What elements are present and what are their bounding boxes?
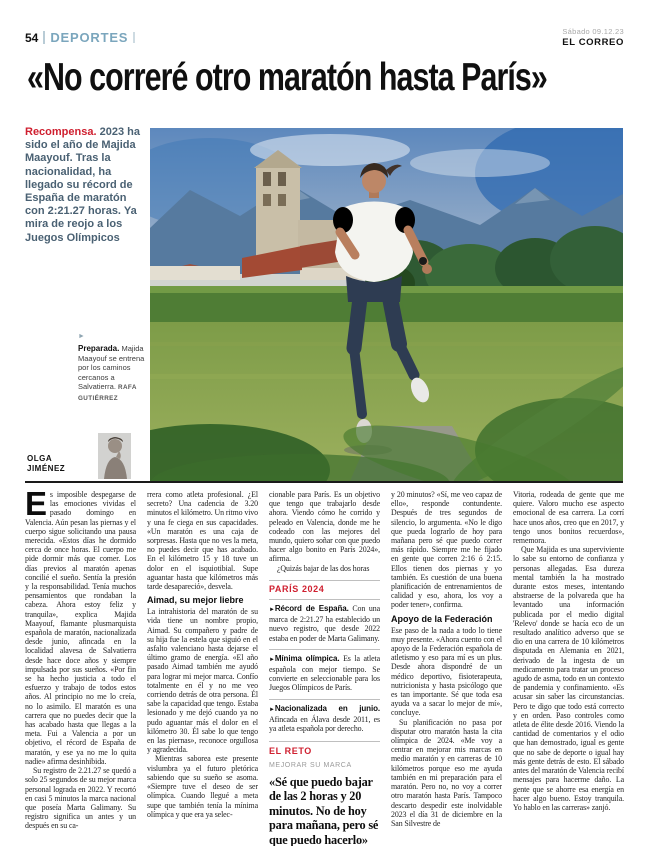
caption-text: Majida Maayouf se entrena por los caminos cercanos a Salvatierra.	[78, 344, 145, 392]
paragraph: Mientras saborea este presente vislumbra ya el futuro pletórica sabiendo que su sueño se asoma. «Siempre tuve el deseo de ser olímpica. Cuando llegué a meta supe que también tenía la mínima olímpica y que era ya selec-	[147, 754, 258, 819]
lead-kicker: Recompensa.	[25, 126, 97, 138]
factbox-item-head: Mínima olímpica.	[274, 653, 340, 663]
factbox-item	[269, 700, 380, 740]
pull-quote: «Sé que puedo bajar de las 2 horas y 20 minutos. No de hoy para mañana, pero sé que puedo hacerlo»	[269, 774, 379, 846]
bullet-arrow-icon: ►	[269, 607, 275, 614]
edition-date: Sábado 09.12.23	[562, 27, 624, 36]
drop-cap: E	[25, 490, 47, 522]
quote-box-kicker: MEJORAR SU MARCA	[269, 762, 352, 770]
factbox-item	[269, 650, 380, 699]
quote-box-title: EL RETO	[269, 746, 312, 757]
factbox-title: PARÍS 2024	[269, 583, 325, 594]
author-photo	[98, 433, 131, 479]
page-number: 54	[25, 30, 39, 45]
article-photo	[150, 128, 623, 481]
factbox-item-body: Es la atleta española con mejor tiempo. Se convierte en seleccionable para los Juegos Olímpicos de París.	[269, 653, 380, 693]
body-column-1	[25, 490, 136, 846]
article-lead	[25, 126, 144, 245]
paragraph: Ese paso de la nada a todo lo tiene muy presente. «Ahora cuento con el apoyo de la Federación española de atletismo y eso para mí es un plus. Desde ahora dispondré de un médico deportivo, fisioterapeuta, nutricionista y hasta psicólogo que es tan importante. Sé que toda esa ayuda va a sacar lo mejor de mí», concluye.	[391, 625, 502, 718]
paragraph: ¿Quizás bajar de las dos horas	[277, 563, 370, 573]
photo-credit: RAFA GUTIÉRREZ	[78, 384, 137, 402]
factbox-item-head: Récord de España.	[274, 604, 349, 614]
author-name: OLGA JIMÉNEZ	[27, 454, 66, 473]
factbox-item-head: Nacionalizada en junio.	[274, 703, 380, 713]
body-column-4	[391, 490, 502, 846]
photo-illustration	[150, 128, 623, 481]
caption-title: Preparada.	[78, 344, 120, 353]
lead-text: 2023 ha sido el año de Majida Maayouf. Tras la nacionalidad, ha llegado su récord de España de maratón con 2:21.27 horas. Ya mira de reojo a los Juegos Olímpicos	[25, 126, 140, 244]
paragraph: Vitoria, rodeada de gente que me quiere. Valoro mucho ese aspecto emocional de esa carrera. La corrí hace unos años, creo que en 2017, y tengo unos bonitos recuerdos», rememora.	[513, 490, 624, 546]
factbox-item-body: Con una marca de 2:21.27 ha establecido un nuevo registro, que desde 2022 estaba en poder de Marta Galimany.	[269, 604, 380, 643]
factbox-paris-2024	[269, 580, 380, 739]
quote-box-el-reto	[269, 741, 380, 846]
body-column-2	[147, 490, 258, 846]
paragraph: Su planificación no pasa por disputar otro maratón hasta la cita olímpica de 2024. «Me voy a centrar en mejorar mis marcas en medio maratón y en carreras de 10 kilómetros porque eso me ayuda también en mi preparación para el maratón. Pero no, no voy a correr otro maratón hasta París. Tampoco descarto despedir este inolvidable 2023 el día 31 de diciembre en la San Silvestre de	[391, 717, 502, 828]
factbox-item-body: Afincada en Álava desde 2011, es ya atleta española por derecho.	[269, 714, 380, 734]
section-title: DEPORTES	[50, 30, 129, 45]
subhead: Apoyo de la Federación	[391, 613, 493, 624]
paragraph: y 20 minutos? «Sí, me veo capaz de ello», responde contundente. Después de tres segundos de silencio, lo argumenta. «No le digo que pueda lograrlo de hoy para mañana pero sé que puedo correr más rápido. Siempre me he fijado en gente que corren 2:16 ó 2:15. Ellos tienen dos piernas y yo también. Es cuestión de una buena planificación de entrenamientos de calidad y eso, ahora, los voy a poder tener», confirma.	[391, 490, 502, 610]
header-divider	[43, 31, 45, 44]
paragraph: Que Majida es una superviviente lo sabe su entorno de confianza y personas allegadas. Esa dureza mental también la ha mostrado durante estos meses, intentando abstraerse de la polvareda que ha levantado una información publicada por el medio digital 'Relevo' donde se hacía eco de un resultado analítico adverso que se dio en una carrera de 10 kilómetros disputada en Alemania en 2021, derivado de la ingesta de un medicamento para tratar un proceso agudo de asma, todo en un contexto de pandemia y confinamiento. «Es acusar sin saber las circunstancias. Pero te digo que todo está correcto y en orden. Paso controles como atleta de élite desde 2016. Viendo la cantidad de comentarios y el odio que han demostrado, igual es gente que no sabe de deporte o igual hay más gente detrás de esto. El sábado antes del maratón de Valencia recibí mensajes para hacerme daño. La gente que se ahorre esa energía en hacer algo bueno. Estoy tranquila. Yo hablo en las carreras» zanjó.	[513, 545, 624, 812]
page-header-right	[562, 27, 624, 48]
paragraph: La intrahistoria del maratón de su vida tiene un nombre propio, Aimad. Su compañero y padre de su hija fue la estela que siguió en el asfalto valenciano hasta dejarse el último gramo de energía. «El año pasado Aimad también me ayudó para lograr mi mejor marca. Confío totalmente en él y no me veo corriendo detrás de otra persona. Él sabe la capacidad que tengo. Estaba lesionado y me dejó cuando ya no pudo aguantar más el dolor en el kilómetro 30. Él sabe lo que tengo en las piernas», reconoce orgullosa y agradecida.	[147, 607, 258, 755]
section-rule	[25, 481, 623, 483]
paragraph: s imposible despegarse de las emociones vividas el pasado domingo en Valencia. Aún pesan las piernas y el cuerpo sigue solicitando una pausa merecida. «Estos días he dormido cerca de once horas. El cuerpo me pide dormir más que comer. Los días previos al maratón apenas concilié el sueño. Sentía la presión y la responsabilidad. Tenía muchos pensamientos que rondaban la cabeza. Ahora estoy feliz y tranquila», explica Majida Maayouf, flamante plusmarquista española de maratón, nacionalizada desde junio, afincada en la localidad alavesa de Salvatierra desde hace doce años y siempre impulsada por sus sueños. «Por fin se ha hecho justicia a todo el esfuerzo y trabajo de todos estos años. Al principio no me lo creía, no lo asimilo. El maratón es una carrera que no puedes decir que la has acabado hasta que llegas a la meta. Fui a Valencia a por un objetivo, el récord de España de maratón, y ese ya no me lo quita nadie» afirma desinhibida.	[25, 490, 136, 766]
photo-caption	[78, 333, 146, 404]
subhead: Aimad, su mejor liebre	[147, 595, 244, 606]
bullet-arrow-icon: ►	[269, 656, 275, 663]
article-headline: «No correré otro maratón hasta París»	[27, 56, 547, 99]
paragraph: rrera como atleta profesional. ¿El secreto? Una cadencia de 3.20 minutos el kilómetro. Un ritmo vivo y una fe ciega en sus capacidades. «Un maratón es una caja de sorpresas. Hasta que no ves la meta, no puedes decir que has acabado. En el kilómetro 15 y 18 tuve un dolor en el isquiotibial. Supe aguantar hasta que kilómetros más tarde desapareció», desvela.	[147, 490, 258, 592]
byline	[27, 430, 145, 479]
paragraph: Su registro de 2.21.27 se quedó a solo 25 segundos de su mejor marca personal lograda en 2022. Y recortó en casi 5 minutos la marca nacional que poseía Marta Galimany. Su registro significa un antes y un después en su ca-	[25, 766, 136, 831]
watch-icon	[419, 257, 427, 265]
newspaper-name: EL CORREO	[562, 37, 624, 48]
body-column-3	[269, 490, 380, 846]
header-divider	[133, 32, 135, 43]
caption-arrow-icon: ►	[78, 333, 85, 340]
paragraph: cionable para París. Es un objetivo que tengo que trabajarlo desde ahora. Viendo cómo he corrido y peleado en Valencia, donde me he codeado con las mejores del mundo, quiero soñar con que puedo hacer algo bonito en París 2024», afirma.	[269, 490, 380, 564]
factbox-item	[269, 600, 380, 649]
body-column-5	[513, 490, 624, 846]
bullet-arrow-icon: ►	[269, 706, 275, 713]
page-header-left	[25, 30, 135, 45]
